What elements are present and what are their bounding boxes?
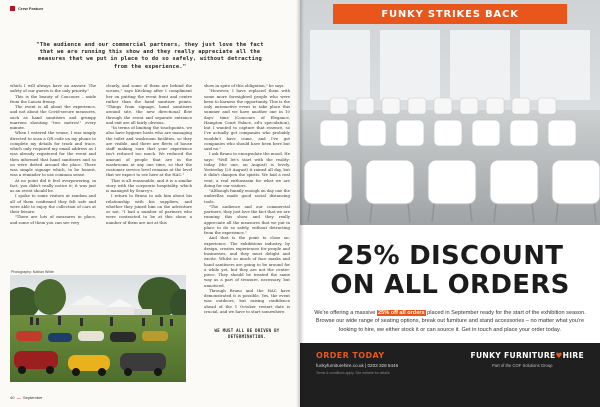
paragraph: When I entered the venue, I was simply directed to scan a QR code on my phone to complete my details for track and trace, which only required my email address as I was already registered for the event and then informed that hand sanitisers and so on were dotted around the place. There was simple signage which, to be honest, was a reminder to use common sense. bbox=[10, 130, 96, 178]
ad-headline-line-1: 25% DISCOUNT bbox=[336, 241, 564, 271]
article-column-2 bbox=[106, 83, 192, 225]
paragraph: And that is the point to close on: experience. The exhibitions industry, by design, creates experiences for people and businesses, and they must delight and excite. Whilst so much of face masks and hand sanitisers are going to be around for a while yet, but they are not the centre-piece. They should be treated the same way as a part of treasure, necessary, but unnoticed. bbox=[204, 235, 290, 288]
page-number: 40 bbox=[10, 395, 15, 400]
ad-body-copy bbox=[314, 309, 586, 334]
ad-photo bbox=[300, 0, 600, 225]
order-terms: Terms & conditions apply. See website for details. bbox=[316, 371, 391, 375]
article-column-1 bbox=[10, 83, 96, 225]
paragraph: I spoke to some visitors at random and all of them confirmed they felt safe and were able to enjoy the collection of cars at their leisure. bbox=[10, 193, 96, 214]
paragraph: "There are lots of measures in place, and some of them you can see very bbox=[10, 214, 96, 225]
section-marker bbox=[10, 6, 15, 11]
article-column-3 bbox=[204, 83, 290, 339]
paragraph: That is all reasonable, and it is a similar story with the corporate hospitality, which is managed by Searcy's. bbox=[106, 177, 192, 193]
ad-headline bbox=[300, 242, 600, 300]
order-today-heading: ORDER TODAY bbox=[316, 351, 385, 360]
ad-footer bbox=[300, 343, 600, 407]
paragraph: show in spite of this obligation," he says. bbox=[204, 83, 285, 88]
running-head bbox=[10, 6, 43, 11]
ad-body-rest: placed in September ready for the start of the exhibition season. Browse our wide range of seating options, break out furniture and stand accessories – no matter what you're looking to hire, we either stock it or can source it. Get in touch and place your order today. bbox=[315, 310, 586, 333]
ad-banner bbox=[333, 4, 567, 24]
right-page-advert bbox=[300, 0, 600, 407]
pull-quote: "The audience and our commercial partners, they just love the fact that we are running this show and they really appreciate all the measures that we put in place to do so safely, without detracting from the experience." bbox=[36, 42, 264, 70]
event-photo bbox=[10, 275, 186, 382]
brand-tagline: Part of the COF Solutions Group bbox=[492, 363, 553, 368]
paragraph: "The audience and our commercial partners, they just love the fact that we are running this show and they really appreciate all the measures that we put in place to do so safely, without detracting from the experience." bbox=[204, 203, 290, 235]
brand-logo bbox=[470, 351, 584, 360]
issue-month: September bbox=[22, 395, 43, 400]
photo-credit: Photography: Nathan White bbox=[11, 270, 54, 274]
paragraph: This is the beauty of Concours – aside from the Lancia frenzy. bbox=[10, 93, 96, 104]
ad-headline-line-2: ON ALL ORDERS bbox=[330, 270, 570, 300]
page-folio: 40 — September bbox=[10, 395, 43, 400]
ad-body-intro: We're offering a massive bbox=[314, 310, 376, 316]
concours-event-illustration bbox=[10, 275, 186, 382]
order-contact-details[interactable]: funkyfurniturehire.co.uk | 0203 328 5446 bbox=[316, 363, 399, 368]
paragraph: The event is all about the experience, and not about the Covid-secure measures, such as hand sanitisers and grumpy marrons shouting "two metres!" every minute. bbox=[10, 104, 96, 130]
ad-discount-highlight: 25% off all orders bbox=[377, 310, 425, 316]
brand-name: FUNKY FURNITURE bbox=[470, 351, 556, 360]
white-chairs-illustration bbox=[300, 0, 600, 225]
paragraph: Through Bruno and the HAC have demonstrated it is possible. Yes, the event was outdoors, but raising confidence ahead of the 1 October restart date is crucial, and we have to start somewhere. bbox=[204, 287, 290, 314]
heart-icon: ♥ bbox=[555, 351, 563, 360]
paragraph: At no point did it feel overpowering, in fact, you didn't really notice it; it was just as an event should be. bbox=[10, 177, 96, 193]
running-head-label: Crew Feature bbox=[18, 6, 44, 11]
brand-name-suffix: HIRE bbox=[562, 351, 584, 360]
paragraph: which I will always have an answer. The safety of our guests is the only priority." bbox=[10, 83, 96, 94]
paragraph: I ask Bruno to encapsulate the mood. He says: "Well let's start with the reality: today (the one, on August) is lovely. Yesterday (29 August) it rained all day, but it didn't dampen the spirits. We had a real vent, a real enthusiasm for what we are doing for our visitors. bbox=[204, 151, 290, 188]
paragraph: "However, I have replaced them with some more foresighted people who were keen to harness the opportunity. This is the only automotive event to take place this summer and we have another one in 10 days' time (Concours of Elegance, Hampton Court Palace, ed's speculation), but I wanted to capture that essence, so I've actually got companies who probably wouldn't have come, and I've got companies who should have been here but said no." bbox=[204, 88, 290, 151]
paragraph: I return to Bruno to ask him about his relationship with his suppliers, and whether they joined him on the adventure or not. "I had a number of partners who were contracted to be at this show, a number of them are not at this bbox=[106, 193, 192, 225]
paragraph: "Although funnily enough on day one the umbrellas made good social distancing tools. bbox=[204, 188, 290, 204]
paragraph: clearly, and some of them are behind the scenes," says Kitching after I compliment her on putting the event front and centre rather than the hand sanitiser points. "Things from signage, hand sanitisers around site, the new directional flow through the event and separate entrance and exit are all fairly obvious. bbox=[106, 83, 192, 125]
ad-banner-text: FUNKY STRIKES BACK bbox=[381, 8, 519, 20]
paragraph: "In terms of limiting the touchpoints, we also have hygiene hosts who are managing the toilet and washroom facilities, so they are visible, and there are fleets of house staff making sure that your experience isn't reduced too much. We reduced the amount of people that are in the washrooms at any one time, so that the customer service level remains at the level that we expect to see here at the HAC." bbox=[106, 125, 192, 178]
article-signoff: WE MUST ALL BE DRIVEN BY DETERMINATION. bbox=[214, 328, 280, 339]
